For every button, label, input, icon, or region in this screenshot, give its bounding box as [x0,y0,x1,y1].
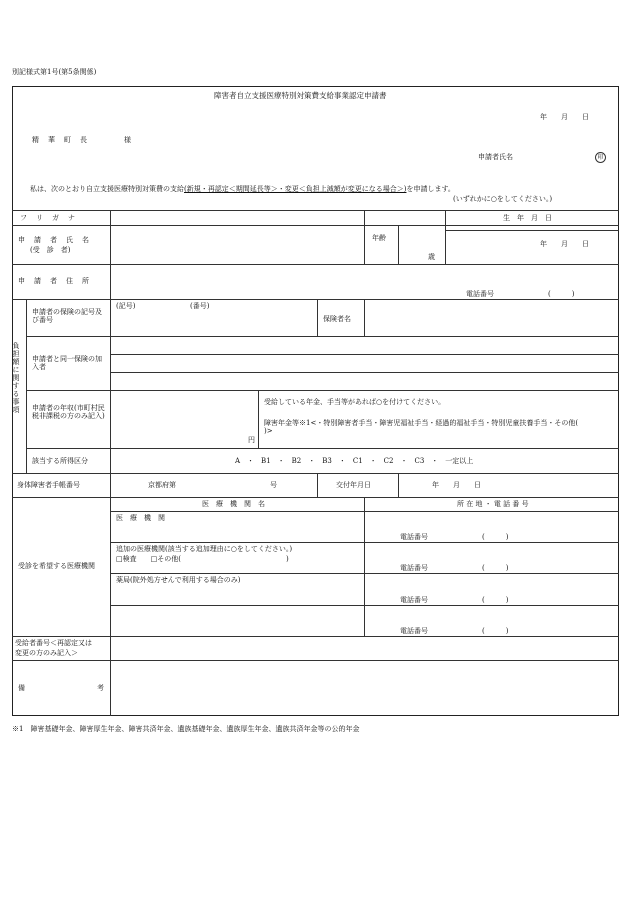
reason-check-other[interactable]: □その他( [150,555,181,563]
income-class-label: 該当する所得区分 [32,457,88,465]
addressee: 精 華 町 長 [32,136,88,144]
statement-prefix: 私は、次のとおり自立支援医療特別対策費の支給 [30,185,184,193]
col-line [317,473,318,497]
pension-list [264,419,616,435]
address-label: 申 請 者 住 所 [18,277,90,285]
phone-paren-1: ( ) [482,533,509,541]
form-title: 障害者自立支援医療特別対策費支給事業認定申請書 [214,91,387,100]
col-line [258,390,259,448]
row-line [26,390,619,391]
reason-other-close: ) [285,555,289,563]
row-line [110,354,619,355]
form-number: 別記様式第1号(第5条関係) [12,68,97,76]
col-line [110,636,111,716]
phone-paren-4: ( ) [482,627,509,635]
row-line [110,372,619,373]
pension-note: 受給している年金、手当等があれば○を付けてください。 [264,398,446,406]
row-line [26,336,619,337]
birth-date-value: 年 月 日 [540,240,589,248]
reason-check-exam[interactable]: □検査 [116,555,137,563]
col-line [398,225,399,264]
issue-date-value: 年 月 日 [432,481,481,489]
statement-suffix: を申請します。 [406,185,455,193]
patient-label: (受 診 者) [30,246,71,254]
row-line [12,264,619,265]
statement-note: (いずれかに○をしてください。) [453,195,553,203]
furigana-label: フ リ ガ ナ [20,214,76,222]
insurance-number-label: (番号) [190,302,210,310]
handbook-label: 身体障害者手帳番号 [17,481,80,489]
col-line [26,299,27,473]
birth-date-label: 生 年 月 日 [503,214,552,222]
applicant-name-row-label: 申 請 者 氏 名 [18,236,90,244]
institution-name-header: 医 療 機 関 名 [202,500,265,508]
address-phone-label: 電話番号 [466,290,494,298]
burden-section-label: 負担額に関する事項 [12,342,21,414]
phone-label-2: 電話番号 [400,564,428,572]
honorific: 様 [124,136,131,144]
row-line [12,636,619,637]
insurer-label: 保険者名 [323,315,351,323]
address-phone-header: 所 在 地 ・ 電 話 番 号 [457,500,529,508]
row-line [12,225,619,226]
col-line [110,210,111,636]
col-line [364,299,365,336]
pension-list-close: )> [264,427,273,436]
income-label: 申請者の年収(市町村民税非課税の方のみ記入) [32,404,105,421]
seal-mark: 印 [595,152,606,163]
row-line [26,448,619,449]
yen-unit: 円 [248,436,255,444]
row-line [12,210,619,211]
phone-paren-2: ( ) [482,564,509,572]
address-phone-paren: ( ) [548,290,575,298]
row-line [12,299,619,300]
handbook-prefecture: 京都府第 [148,481,176,489]
col-line [317,299,318,336]
submission-date: 年 月 日 [540,113,589,121]
remarks-label-left: 備 [18,684,25,692]
phone-label-1: 電話番号 [400,533,428,541]
recipient-label-2: 変更の方のみ記入＞ [15,649,78,657]
institution-label: 医 療 機 関 [116,514,165,522]
insurance-symbol-label: (記号) [116,302,136,310]
handbook-number-suffix: 号 [270,481,277,489]
row-line [12,473,619,474]
statement [30,185,455,193]
remarks-label-right: 考 [97,684,104,692]
income-class-options: A ・ B1 ・ B2 ・ B3 ・ C1 ・ C2 ・ C3 ・ 一定以上 [235,457,474,465]
phone-label-4: 電話番号 [400,627,428,635]
pension-list-text: 障害年金等※1<・特別障害者手当・障害児福祉手当・経過的福祉手当・特別児童扶養手当・その他( [264,419,579,427]
age-label: 年齢 [372,234,386,242]
statement-options: (新規・再認定＜期間延長等＞・変更＜負担上減額が変更になる場合＞) [184,185,407,193]
recipient-label-1: 受給者番号＜再認定又は [15,639,92,647]
issue-date-label: 交付年月日 [336,481,371,489]
phone-paren-3: ( ) [482,596,509,604]
row-line [12,660,619,661]
row-line [12,497,619,498]
additional-reasons [116,555,289,563]
medical-section-label: 受診を希望する医療機関 [18,562,95,570]
age-unit: 歳 [428,253,435,261]
phone-label-3: 電話番号 [400,596,428,604]
col-line [364,497,365,636]
col-line [398,473,399,497]
row-line [445,230,619,231]
additional-institution-label: 追加の医療機関(該当する追加理由に○をしてください。) [116,545,293,553]
applicant-name-label: 申請者氏名 [478,153,513,161]
col-line [364,210,365,264]
footnote: ※1 障害基礎年金、障害厚生年金、障害共済年金、遺族基礎年金、遺族厚生年金、遺族共済年金等の公的年金 [12,725,360,733]
same-insurance-label: 申請者と同一保険の加入者 [32,355,102,372]
insurance-label: 申請者の保険の記号及び番号 [32,308,102,325]
pharmacy-label: 薬局(院外処方せんで利用する場合のみ) [116,576,241,584]
col-line [445,210,446,264]
